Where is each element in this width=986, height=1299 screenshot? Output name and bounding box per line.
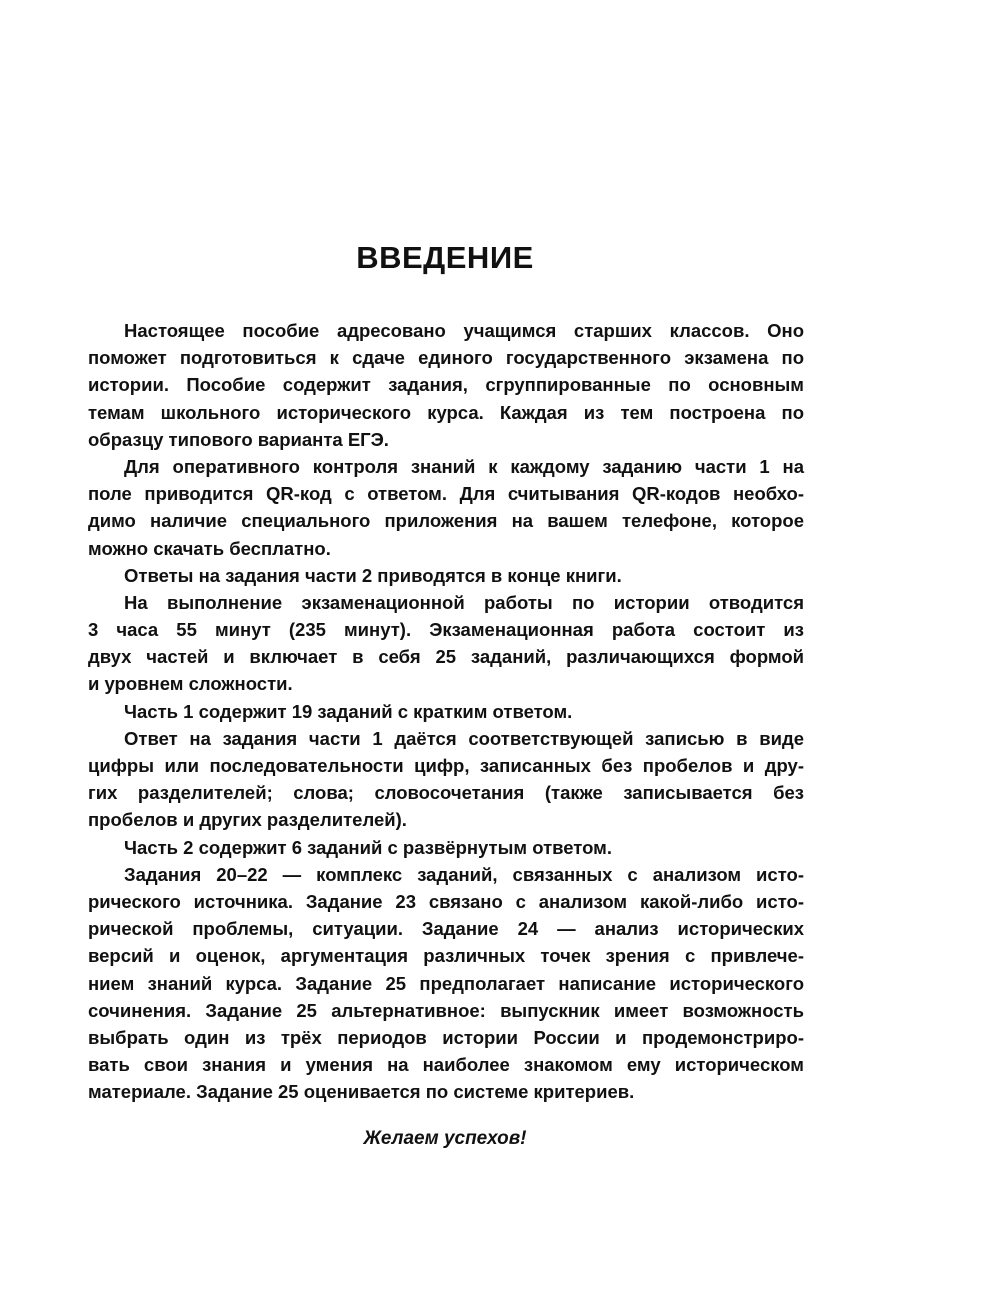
text-line: гих разделителей; слова; словосочетания (также записывается без (88, 782, 804, 804)
text-line: цифры или последовательности цифр, записанных без пробелов и дру- (88, 755, 804, 776)
text-line: димо наличие специального приложения на вашем телефоне, которое (88, 510, 804, 532)
paragraph (88, 589, 804, 698)
text-line: версий и оценок, аргументация различных точек зрения с привлече- (88, 945, 804, 967)
text-line: можно скачать бесплатно. (88, 537, 331, 559)
text-line: 3 часа 55 минут (235 минут). Экзаменационная работа состоит из (88, 619, 804, 641)
paragraph (88, 861, 804, 1106)
paragraph (88, 562, 804, 589)
text-line: Часть 2 содержит 6 заданий с развёрнутым ответом. (124, 836, 613, 858)
paragraph (88, 834, 804, 861)
text-line: истории. Пособие содержит задания, сгруппированные по основным (88, 374, 804, 396)
text-line: Задания 20–22 — комплекс заданий, связанных с анализом исто- (124, 863, 804, 885)
text-line: выбрать один из трёх периодов истории России и продемонстриро- (88, 1026, 804, 1048)
text-line: образцу типового варианта ЕГЭ. (88, 428, 389, 450)
text-line: сочинения. Задание 25 альтернативное: выпускник имеет возможность (88, 999, 804, 1021)
text-line: нием знаний курса. Задание 25 предполагает написание исторического (88, 972, 804, 994)
closing-wish: Желаем успехов! (363, 1128, 527, 1149)
paragraph (88, 725, 804, 834)
text-line: Настоящее пособие адресовано учащимся старших классов. Оно (124, 320, 804, 341)
text-line: пробелов и других разделителей). (88, 809, 407, 831)
body-text (88, 317, 804, 1105)
text-line: материале. Задание 25 оценивается по системе критериев. (88, 1081, 635, 1103)
text-line: рической проблемы, ситуации. Задание 24 — анализ исторических (88, 918, 804, 940)
text-line: поле приводится QR-код с ответом. Для считывания QR-кодов необхо- (88, 483, 804, 505)
text-line: темам школьного исторического курса. Каждая из тем построена по (88, 401, 804, 423)
page-title: ВВЕДЕНИЕ (356, 240, 534, 275)
text-line: рического источника. Задание 23 связано с анализом какой-либо исто- (88, 890, 804, 912)
text-line: Для оперативного контроля знаний к каждому заданию части 1 на (124, 455, 804, 477)
paragraph (88, 453, 804, 562)
text-line: двух частей и включает в себя 25 заданий, различающихся формой (88, 646, 804, 668)
text-line: На выполнение экзаменационной работы по истории отводится (124, 591, 804, 613)
paragraph (88, 317, 804, 453)
text-line: Часть 1 содержит 19 заданий с кратким ответом. (124, 700, 573, 722)
text-line: и уровнем сложности. (88, 673, 293, 695)
text-line: Ответы на задания части 2 приводятся в конце книги. (124, 564, 622, 586)
text-line: вать свои знания и умения на наиболее знакомом ему историческом (88, 1054, 804, 1076)
text-line: поможет подготовиться к сдаче единого государственного экзамена по (88, 347, 804, 369)
text-line: Ответ на задания части 1 даётся соответствующей записью в виде (124, 727, 804, 749)
paragraph (88, 698, 804, 725)
